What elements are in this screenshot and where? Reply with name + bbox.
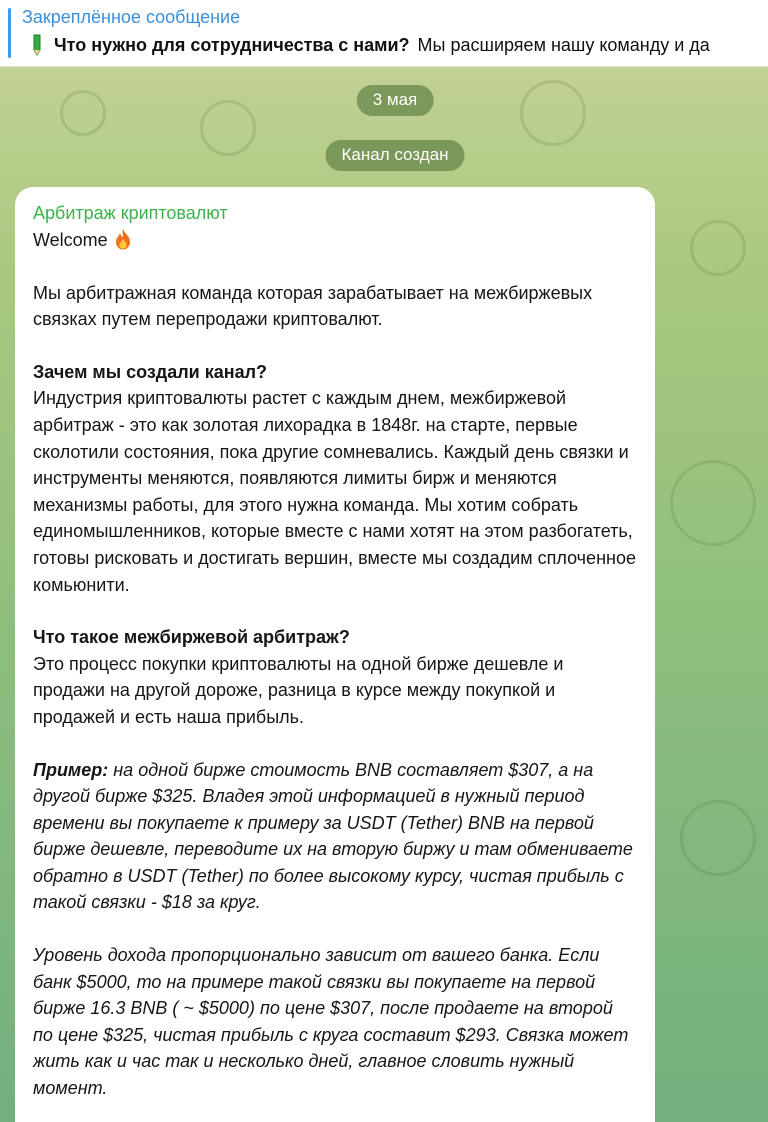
example-label: Пример:: [33, 759, 109, 780]
wallpaper-doodle: [60, 90, 106, 136]
wallpaper-doodle: [690, 220, 746, 276]
what-paragraph: Это процесс покупки криптовалюты на одной бирже дешевле и продажи на другой дороже, разница в курсе между покупкой и продажей и есть наша прибыль.: [33, 653, 564, 727]
pinned-preview-text: Мы расширяем нашу команду и да: [417, 35, 710, 55]
wallpaper-doodle: [200, 100, 256, 156]
paragraph-gap: [33, 598, 637, 624]
pinned-title: Закреплённое сообщение: [22, 7, 241, 27]
wallpaper-doodle: [680, 800, 756, 876]
why-paragraph: Индустрия криптовалюты растет с каждым днем, межбиржевой арбитраж - это как золотая лихорадка в 1848г. на старте, первые сколотили состояния, пока другие сомневались. Каждый день связки и инструменты меняются, появляются лимиты бирж и меняются механизмы работы, для этого нужна команда. Мы хотим собрать единомышленников, которые вместе с нами хотят на этом разбогатеть, готовы рисковать и достигать вершин, вместе мы создадим сплоченное комьюнити.: [33, 388, 636, 595]
example-paragraph: [33, 757, 637, 917]
wallpaper-doodle: [670, 460, 756, 546]
paragraph-gap: [33, 254, 637, 280]
income-paragraph: Уровень дохода пропорционально зависит от вашего банка. Если банк $5000, то на примере такой связки вы покупаете на первой бирже 16.3 BNB ( ~ $5000) по цене $307, после продаете на второй по цене $325, чистая прибыль с круга составит $293. Связка может жить как и час так и несколько дней, главное словить нужный момент.: [33, 945, 629, 1099]
fire-icon: [113, 228, 133, 250]
sender-name[interactable]: Арбитраж криптовалют: [33, 203, 228, 223]
example-text: на одной бирже стоимость BNB составляет $307, а на другой бирже $325. Владея этой информацией в нужный период времени вы покупаете к примеру за USDT (Tether) BNB на первой бирже дешевле, переводите их на вторую биржу и там обмениваете обратно в USDT (Tether) по более высокому курсу, чистая прибыль с такой связки - $18 за круг.: [33, 759, 633, 913]
welcome-text: Welcome: [33, 230, 108, 250]
welcome-line: [33, 227, 637, 254]
message-bubble[interactable]: [15, 187, 655, 1122]
pinned-message-bar[interactable]: [0, 0, 768, 67]
paragraph-gap: [33, 333, 637, 359]
paragraph-gap: [33, 731, 637, 757]
intro-paragraph: Мы арбитражная команда которая зарабатывает на межбиржевых связках путем перепродажи криптовалют.: [33, 282, 593, 330]
paragraph-gap: [33, 916, 637, 942]
wallpaper-doodle: [520, 80, 586, 146]
what-heading: Что такое межбиржевой арбитраж?: [33, 627, 350, 648]
date-separator: 3 мая: [357, 85, 434, 116]
pinned-preview-bold: Что нужно для сотрудничества с нами?: [54, 35, 410, 55]
pencil-icon: [30, 34, 44, 56]
pinned-indicator: [8, 8, 11, 58]
channel-created-notice: Канал создан: [326, 140, 465, 171]
why-heading: Зачем мы создали канал?: [33, 361, 268, 382]
pinned-preview: [30, 34, 710, 56]
